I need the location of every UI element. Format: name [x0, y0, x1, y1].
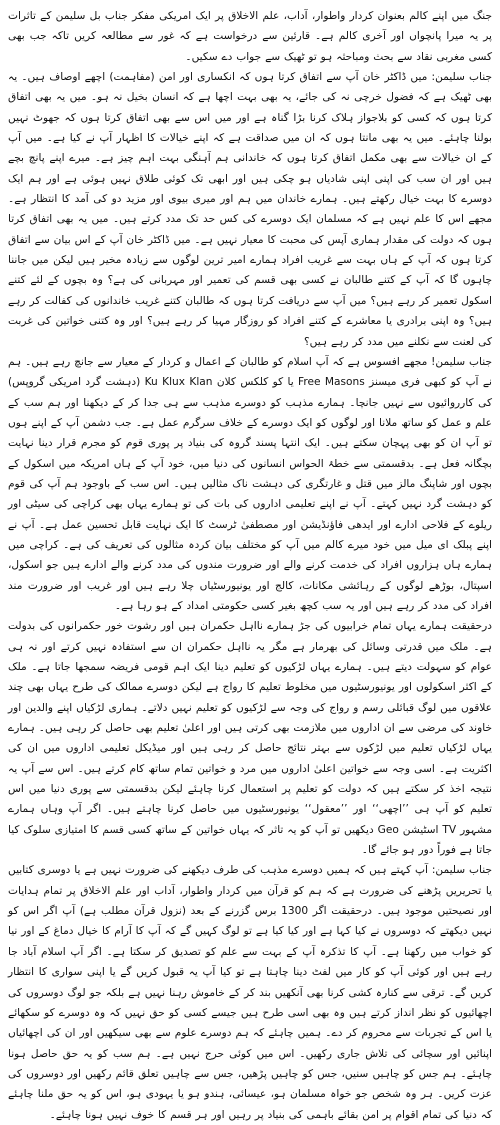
- sulliman-statement-paragraph: جناب سلیمن: میں ڈاکٹر خان آپ سے اتفاق کرتا ہوں کہ انکساری اور امن (مفاہمت) اچھے اوصاف ہیں۔ یہ بھی ٹھیک ہے کہ فضول خرچی نہ کی جائے، یہ بھی بہت اچھا ہے کہ انسان بخیل نہ ہو۔ میں یہ بھی اتفاق کرتا ہوں کہ کسی کو بلاجواز ہلاک کرنا بڑا گناہ ہے اور میں اس سے بھی اتفاق کرتا ہوں کہ جھوٹ نہیں بولنا چاہئے۔ میں یہ بھی مانتا ہوں کہ ان میں صداقت ہے کہ اپنے خیالات کا اظہار آپ نے کیا ہے۔ میں آپ کے ان خیالات سے بھی مکمل اتفاق کرتا ہوں کہ خاندانی ہم آہنگی بہت اہم چیز ہے۔ میرے اپنے پانچ بچے ہیں اور ان سب کی اپنی اپنی شادیاں ہو چکی ہیں اور ابھی تک کوئی طلاق نہیں ہوئی ہے اور ہم ایک دوسرے کا بہت خیال رکھتے ہیں۔ ہمارے خاندان میں ہم اور میری بیوی اور مزید دو کی آمد کا انتظار ہے۔ مجھے اس کا علم نہیں ہے کہ مسلمان ایک دوسرے کی کس حد تک مدد کرتے ہیں۔ میں یہ بھی اتفاق کرتا ہوں کہ دولت کی مقدار ہماری آپس کی محبت کا معیار نہیں ہے۔ میں ڈاکٹر خان آپ کے اس بیان سے اتفاق کرتا ہوں کہ آپ کے ہاں بہت سے غریب افراد ہمارے امیر ترین لوگوں سے زیادہ مخیر ہیں لیکن میں جاننا چاہوں گا کہ آپ کے کتنے طالبان نے کسی بھی قسم کی تعمیر اور مہربانی کی ہے؟ وہ بچوں کے لئے کتنے اسکول تعمیر کر رہے ہیں؟ میں آپ سے دریافت کرتا ہوں کہ طالبان کتنے غریب خاندانوں کی کفالت کر رہے ہیں؟ وہ اپنی برادری یا معاشرے کے کتنے افراد کو روزگار مہیا کر رہے ہیں؟ اور وہ کتنی خواتین کی غربت کی لعنت سے نکلنے میں مدد کر رہے ہیں؟: [8, 71, 492, 348]
- closing-paragraph: جناب سلیمن: آپ کہتے ہیں کہ ہمیں دوسرے مذہب کی طرف دیکھنے کی ضرورت نہیں ہے یا دوسری کتابیں یا تحریریں پڑھنے کی ضرورت ہے کہ ہم کو قرآن میں کردار واطوار، آداب اور علم الاخلاق پر تمام ہدایات اور نصیحتیں موجود ہیں۔ درحقیقت اگر 1300 برس گزرنے کے بعد (نزول قرآن مطلب ہے) آپ اگر اس کو نہیں دیکھتے کہ دوسروں نے کیا کہا ہے اور کیا کیا ہے تو لوگ کہیں گے کہ آپ کا آرام کا خیال دماغ کے اور نیا کو خواب میں رکھنا ہے۔ آپ کا تذکرہ آپ کے بہت سے علم کو تصدیق کر سکتا ہے۔ اگر آپ اسلام آباد جا رہے ہیں اور کوئی آپ کو کار میں لفٹ دینا چاہتا ہے تو کیا آپ یہ قبول کریں گے یا اپنی سواری کا انتظار کریں گے۔ ترقی سے کنارہ کشی کرنا بھی آنکھیں بند کر کے خاموش رہنا نہیں ہے بلکہ جو لوگ دوسروں کی اچھائیوں کو نظر انداز کرتے ہیں وہ بھی اسی طرح ہیں جیسے کسی کو حق نہیں کہ وہ دوسرے کو سکھائے یا اس کے تجربات سے محروم کر دے۔ ہمیں چاہئے کہ ہم دوسرے علوم سے بھی سیکھیں اور ان کی اچھائیاں اپنائیں اور سچائی کی تلاش جاری رکھیں۔ اس میں کوئی حرج نہیں ہے۔ ہم سب کو یہ حق حاصل ہونا چاہئے۔ ہم جس کو چاہیں سنیں، جس کو چاہیں پڑھیں، جس سے چاہیں تعلق قائم رکھیں اور دوسروں کی عزت کریں۔ ہر وہ شخص جو خواہ مسلمان ہو، عیسائی، ہندو ہو یا یہودی ہو، اس کو یہ حق ملنا چاہئے کہ دنیا کی تمام اقوام پر امن بقائے باہمی کی بنیاد پر رہیں اور ہر قسم کا خوف نہیں ہونا چاہئے۔: [8, 864, 493, 1121]
- education-paragraph: درحقیقت ہمارے یہاں تمام خرابیوں کی جڑ ہمارے نااہل حکمران ہیں اور رشوت خور حکمرانوں کی بدولت ہے۔ ملک میں قدرتی وسائل کی بھرمار ہے مگر یہ نااہل حکمران ان سے استفادہ نہیں کرتے اور نہ ہی عوام کو سہولت دیتے ہیں۔ ہمارے یہاں لڑکیوں کو تعلیم دینا ایک اہم قومی فریضہ سمجھا جاتا ہے۔ ملک کے اکثر اسکولوں اور یونیورسٹیوں میں مخلوط تعلیم کا رواج ہے لیکن دوسرے ممالک کی طرح یہاں بھی چند علاقوں میں لوگ قبائلی رسم و رواج کی وجہ سے لڑکیوں کو تعلیم نہیں دلاتے۔ ہماری لڑکیاں اپنے والدین اور خاوند کی مرضی سے ان اداروں میں ملازمت بھی کرتی ہیں اور اعلیٰ تعلیم بھی حاصل کر رہی ہیں۔ ہمارے یہاں لڑکیاں تعلیم میں لڑکوں سے بہتر نتائج حاصل کر رہی ہیں اور میڈیکل تعلیمی اداروں میں ان کی اکثریت ہے۔ اسی وجہ سے خواتین اعلیٰ اداروں میں مرد و خواتین تمام ساتھ کام کرتے ہیں۔ اس سے آپ یہ نتیجہ اخذ کر سکتے ہیں کہ دولت کو تعلیم پر استعمال کرنا چاہئے لیکن بدقسمتی سے پوری دنیا میں اس تعلیم کو آپ ہی ’’اچھی‘‘ اور ’’معقول‘‘ یونیورسٹیوں میں حاصل کرنا چاہتے ہیں۔ اگر آپ وہاں ہمارے مشہور TV اسٹیشن Geo دیکھیں تو آپ کو یہ تاثر کہ یہاں خواتین کے ساتھ کسی قسم کا امتیازی سلوک کیا جاتا ہے فوراً دور ہو جائے گا۔: [8, 620, 492, 857]
- intro-paragraph: جنگ میں اپنے کالم بعنوان کردار واطوار، آداب، علم الاخلاق پر ایک امریکی مفکر جناب بل سلیمن کے تاثرات پر یہ میرا پانچواں اور آخری کالم ہے۔ قارئین سے درخواست ہے کہ غور سے مطالعہ کریں تاکہ جب بھی کسی مغربی نقاد سے بحث ومباحثہ ہو تو ٹھیک سے جواب دے سکیں۔: [8, 10, 492, 63]
- author-reply-paragraph: جناب سلیمن! مجھے افسوس ہے کہ آپ اسلام کو طالبان کے اعمال و کردار کے معیار سے جانچ رہے ہیں۔ ہم نے آپ کو کبھی فری میسنز Free Masons یا کو کلکس کلان Ku Klux Klan (دہشت گرد امریکی گروپس) کی کارروائیوں سے نہیں جانچا۔ ہمارے مذہب کو دوسرے مذہب سے ہی جدا کر کے دیکھنا اور ہم سب کے علم و عمل کو ساتھ ملانا اور لوگوں کو ایک دوسرے کے خلاف سرگرم عمل ہے۔ جب دشمن آپ کے اپنے ہوں تو آپ ان کو بھی پہچان سکتے ہیں۔ ایک انتہا پسند گروہ کی بنیاد پر پوری قوم کو مجرم قرار دینا نہایت بچگانہ فعل ہے۔ بدقسمتی سے خطۂ الحواس انسانوں کی دنیا میں، خود آپ کے ہاں امریکہ میں اسکول کے بچوں اور شاپنگ مالز میں قتل و غارتگری کی دہشت ناک مثالیں ہیں۔ اس سب کے باوجود ہم آپ کی قوم کو دہشت گرد نہیں کہتے۔ آپ نے اپنے تعلیمی اداروں کی بات کی تو ہمارے یہاں بھی کراچی کی سیٹی اور ریلوے کے فلاحی ادارے اور ایدھی فاؤنڈیشن اور مصطفیٰ ٹرسٹ کا ایک نہایت قابل تحسین عمل ہے۔ آپ نے اپنے پبلک ای میل میں خود میرے کالم میں آپ کو مختلف بیان کردہ مثالوں کی تعریف کی ہے۔ کراچی میں ہمارے ہاں ہزاروں افراد کی خدمت کرنے والے اور ضرورت مندوں کی مدد کرنے والے ادارے ہیں جو اسکول، اسپتال، بوڑھے لوگوں کے رہائشی مکانات، کالج اور یونیورسٹیاں چلا رہے ہیں اور غریب اور ضرورت مند افراد کی مدد کر رہے ہیں اور یہ سب کچھ بغیر کسی حکومتی امداد کے ہو رہا ہے۔: [8, 355, 492, 612]
